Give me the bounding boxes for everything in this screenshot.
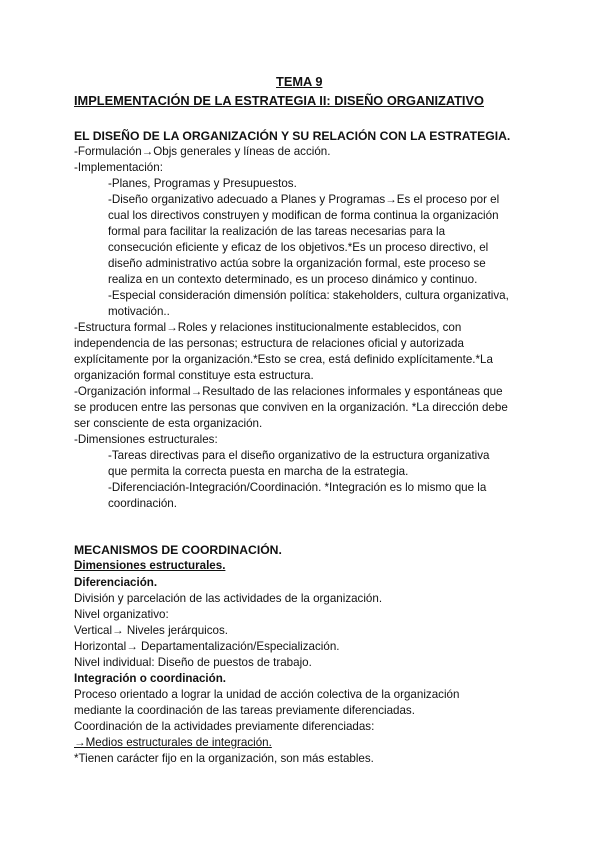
text-line: Nivel organizativo:	[74, 608, 169, 621]
text-line: formal para facilitar la realización de las tareas necesarias para la	[108, 225, 446, 238]
subheading-diferenciacion: Diferenciación.	[74, 576, 158, 589]
text-line: -Dimensiones estructurales:	[74, 433, 218, 446]
text-line: -Implementación:	[74, 161, 163, 174]
text-line: -Diferenciación-Integración/Coordinación. *Integración es lo mismo que la	[108, 481, 487, 494]
note-line: *Tienen carácter fijo en la organización, son más estables.	[74, 752, 374, 765]
text-line: -Especial consideración dimensión política: stakeholders, cultura organizativa,	[108, 289, 509, 302]
document-subtitle: IMPLEMENTACIÓN DE LA ESTRATEGIA II: DISEÑO ORGANIZATIVO	[74, 93, 484, 108]
text-line: motivación..	[108, 305, 170, 318]
text-line: Proceso orientado a lograr la unidad de acción colectiva de la organización	[74, 688, 460, 701]
section-heading-mecanismos: MECANISMOS DE COORDINACIÓN.	[74, 543, 282, 557]
text-line: se producen entre las personas que conviven en la organización. *La dirección debe	[74, 401, 508, 414]
section-heading-diseno: EL DISEÑO DE LA ORGANIZACIÓN Y SU RELACIÓN CON LA ESTRATEGIA.	[74, 129, 511, 143]
text-line: Vertical→ Niveles jerárquicos.	[74, 624, 228, 637]
text-line: diseño administrativo actúa sobre la organización formal, este proceso se	[108, 257, 486, 270]
text-line: cual los directivos construyen y modifican de forma continua la organización	[108, 209, 499, 222]
subheading-integracion: Integración o coordinación.	[74, 672, 227, 685]
text-line: -Diseño organizativo adecuado a Planes y Programas→Es el proceso por el	[108, 193, 500, 206]
text-line: -Tareas directivas para el diseño organizativo de la estructura organizativa	[108, 449, 490, 462]
tema-title: TEMA 9	[276, 74, 323, 89]
subheading-dimensiones: Dimensiones estructurales.	[74, 559, 226, 572]
text-line: independencia de las personas; estructura de relaciones oficial y autorizada	[74, 337, 464, 350]
text-line: Nivel individual: Diseño de puestos de trabajo.	[74, 656, 312, 669]
text-line: -Formulación→Objs generales y líneas de acción.	[74, 145, 331, 158]
text-line: -Organización informal→Resultado de las relaciones informales y espontáneas que	[74, 385, 503, 398]
text-line: consecución eficiente y eficaz de los objetivos.*Es un proceso directivo, el	[108, 241, 489, 254]
medios-estructurales-line: →Medios estructurales de integración.	[74, 736, 272, 749]
text-line: Horizontal→ Departamentalización/Especialización.	[74, 640, 340, 653]
text-line: Coordinación de la actividades previamente diferenciadas:	[74, 720, 375, 733]
text-line: División y parcelación de las actividades de la organización.	[74, 592, 383, 605]
text-line: organización formal constituye esta estructura.	[74, 369, 314, 382]
text-line: -Planes, Programas y Presupuestos.	[108, 177, 297, 190]
text-line: coordinación.	[108, 497, 177, 510]
text-line: ser consciente de esta organización.	[74, 417, 263, 430]
text-line: realiza en un contexto determinado, es un proceso dinámico y continuo.	[108, 273, 478, 286]
text-line: que permita la correcta puesta en marcha de la estrategia.	[108, 465, 409, 478]
text-line: -Estructura formal→Roles y relaciones institucionalmente establecidos, con	[74, 321, 462, 334]
text-line: mediante la coordinación de las tareas previamente diferenciadas.	[74, 704, 415, 717]
text-line: explícitamente por la organización.*Esto se crea, está definido explícitamente.*La	[74, 353, 493, 366]
